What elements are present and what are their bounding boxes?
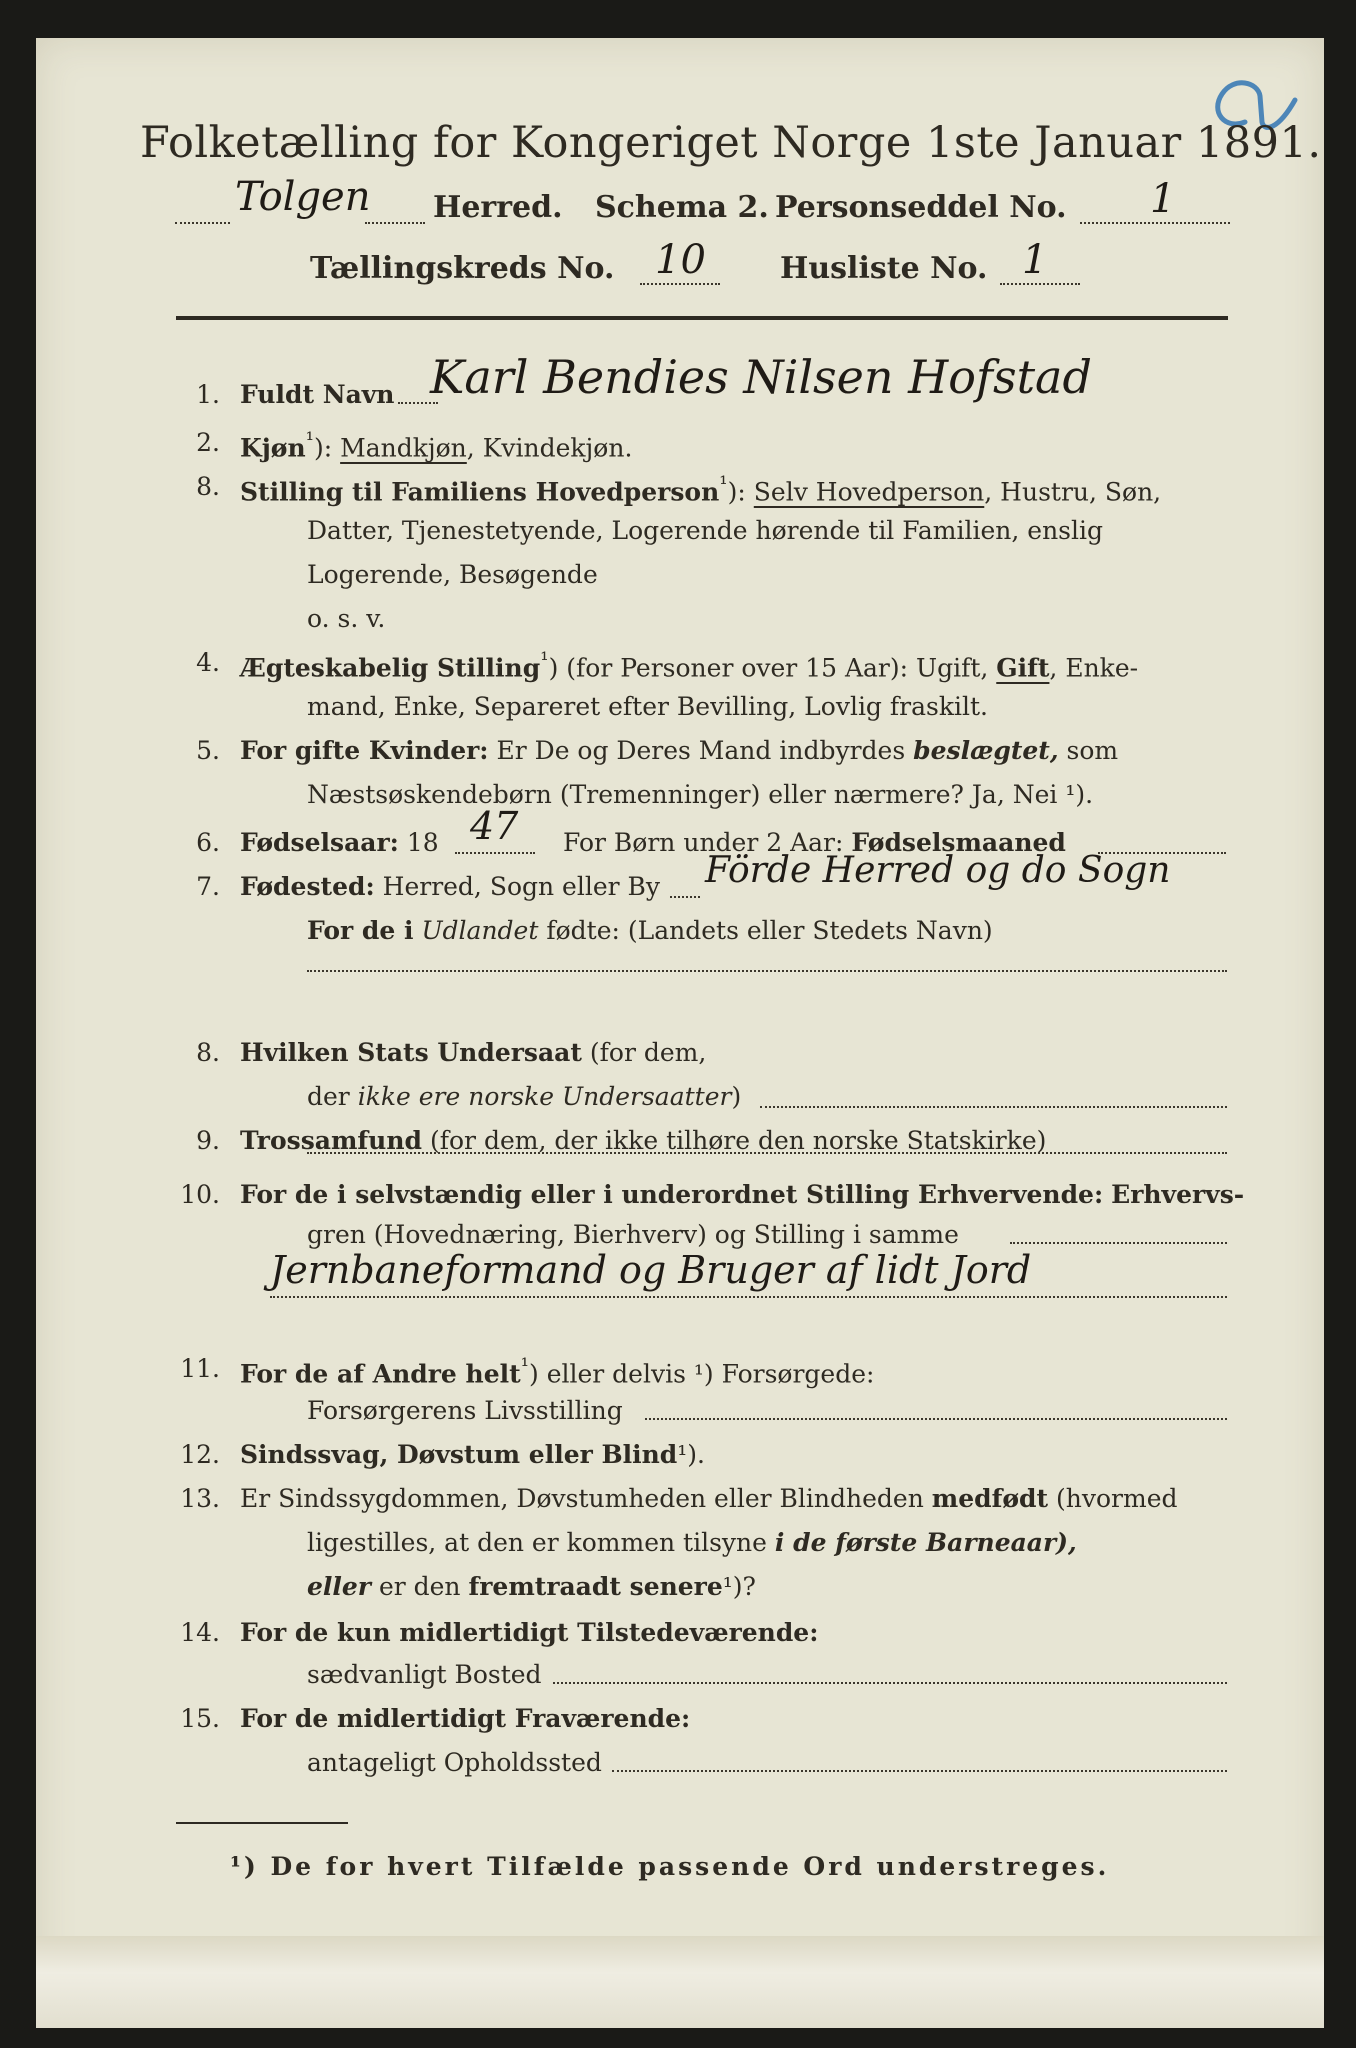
field-12-rest: ¹).: [677, 1440, 706, 1469]
field-13-line2: [307, 1528, 1077, 1557]
field-6-prefix: 18: [406, 828, 439, 857]
field-5-rest2: som: [1066, 736, 1119, 765]
header-rule: [176, 316, 1228, 320]
footnote: ¹) De for hvert Tilfælde passende Ord understreges.: [230, 1852, 1110, 1881]
field-8-line2-c: ): [731, 1082, 742, 1111]
herred-name: Tolgen: [235, 174, 371, 220]
field-3-line1: [240, 472, 1161, 506]
field-2-sup: ¹: [305, 428, 314, 452]
field-7-line2-b: Udlandet: [421, 916, 539, 945]
field-3-sup: ¹: [719, 472, 728, 496]
torn-bottom-edge: [36, 1936, 1324, 2028]
field-13-number: 13.: [180, 1484, 220, 1513]
field-4-label: Ægteskabelig Stilling: [240, 653, 541, 683]
husliste-label: Husliste No.: [780, 251, 988, 286]
field-1-full-name: Karl Bendies Nilsen Hofstad: [430, 350, 1092, 404]
field-3-line3: Logerende, Besøgende: [307, 560, 598, 589]
form-title: Folketælling for Kongeriget Norge 1ste Januar 1891.: [140, 118, 1322, 168]
field-13-label: Er Sindssygdommen, Døvstumheden eller Blindheden: [240, 1484, 924, 1513]
field-8-line1: [240, 1038, 706, 1067]
field-5-number: 5.: [196, 736, 220, 765]
field-10-label: For de i selvstændig eller i underordnet Stilling Erhvervende:: [240, 1180, 1104, 1209]
field-4-sup: ¹: [540, 648, 549, 672]
field-3-line2: Datter, Tjenestetyende, Logerende hørende til Familien, enslig: [307, 516, 1104, 545]
field-3-label: Stilling til Familiens Hovedperson: [240, 477, 720, 507]
field-6-number: 6.: [196, 828, 220, 857]
kreds-label: Tællingskreds No.: [310, 251, 615, 286]
field-10-line1: [240, 1180, 1244, 1209]
field-4-line2: mand, Enke, Separeret efter Bevilling, Lovlig fraskilt.: [307, 692, 988, 721]
field-12-number: 12.: [180, 1440, 220, 1469]
field-10-occupation: Jernbaneformand og Bruger af lidt Jord: [270, 1248, 1032, 1292]
personseddel-label: Personseddel No.: [775, 190, 1067, 225]
field-15-line2: antageligt Opholdssted: [307, 1748, 602, 1777]
field-6-rest-text: For Børn under 2 Aar:: [563, 828, 844, 857]
field-9-rest: (for dem, der ikke tilhøre den norske Statskirke): [429, 1126, 1047, 1155]
field-5-line1: [240, 736, 1118, 765]
herred-line: [175, 174, 1235, 230]
field-7-birthplace: Förde Herred og do Sogn: [705, 850, 1171, 891]
field-6-label: Fødselsaar:: [240, 828, 399, 857]
field-6-line: [240, 828, 439, 857]
field-13-line2-a: ligestilles, at den er kommen tilsyne: [307, 1528, 767, 1557]
field-13-line3-a: eller: [307, 1572, 371, 1601]
field-2-label: Kjøn: [240, 433, 306, 463]
field-11-rest: ) eller delvis ¹) Forsørgede:: [529, 1359, 875, 1389]
field-12-label: Sindssvag, Døvstum eller Blind: [240, 1440, 678, 1469]
field-11-line2: Forsørgerens Livsstilling: [307, 1396, 623, 1425]
field-7-number: 7.: [196, 872, 220, 901]
field-14-number: 14.: [180, 1618, 220, 1647]
field-7-line2-a: For de i: [307, 916, 414, 945]
field-8-label: Hvilken Stats Undersaat: [240, 1038, 582, 1067]
field-3-line4: o. s. v.: [307, 604, 386, 633]
field-2-line: [240, 428, 632, 462]
field-5-rest: Er De og Deres Mand indbyrdes: [496, 736, 906, 765]
field-9-number: 9.: [196, 1126, 220, 1155]
field-4-rest2: , Enke-: [1049, 653, 1139, 683]
field-11-label: For de af Andre helt: [240, 1359, 521, 1389]
field-13-line3-d: ¹)?: [722, 1572, 756, 1601]
field-1-label: Fuldt Navn: [240, 380, 395, 409]
field-3-rest: ):: [727, 477, 746, 507]
schema-label: Schema 2.: [595, 190, 769, 225]
field-14-label: For de kun midlertidigt Tilstedeværende:: [240, 1618, 819, 1647]
field-12-line: [240, 1440, 705, 1469]
field-14-line2: sædvanligt Bosted: [307, 1660, 542, 1689]
field-3-number: 8.: [196, 472, 220, 501]
field-2-number: 2.: [196, 428, 220, 457]
field-4-number: 4.: [196, 648, 220, 677]
field-4-option-selected: Gift: [996, 653, 1050, 683]
field-8-line2-a: der: [307, 1082, 350, 1111]
field-13-line2-b: i de første Barneaar),: [774, 1528, 1077, 1557]
field-5-label: For gifte Kvinder:: [240, 736, 489, 765]
field-13-line3: [307, 1572, 756, 1601]
field-10-rest: Erhvervs-: [1111, 1180, 1245, 1209]
field-11-number: 11.: [180, 1354, 220, 1383]
field-2-option-other: , Kvindekjøn.: [466, 433, 633, 463]
field-13-line3-b: er den: [378, 1572, 461, 1601]
field-8-line2-b: ikke ere norske Undersaatter: [357, 1082, 732, 1111]
field-13-rest: (hvormed: [1056, 1484, 1178, 1513]
field-7-line2: [307, 916, 993, 945]
field-3-option-selected: Selv Hovedperson: [753, 477, 985, 507]
field-6-rest-bold: Fødselsmaaned: [851, 828, 1066, 857]
husliste-number: 1: [1022, 237, 1048, 283]
field-8-line2: [307, 1082, 741, 1111]
field-5-italic: beslægtet,: [913, 736, 1059, 765]
field-2-option-selected: Mandkjøn: [340, 433, 467, 463]
field-2-rest: ):: [313, 433, 333, 463]
field-1-number: 1.: [196, 380, 220, 409]
field-8-number: 8.: [196, 1038, 220, 1067]
kreds-number: 10: [655, 237, 706, 283]
herred-label: Herred.: [433, 190, 563, 225]
field-7-label: Fødested:: [240, 872, 375, 901]
field-5-line2: Næstsøskendebørn (Tremenninger) eller nærmere? Ja, Nei ¹).: [307, 780, 1094, 809]
field-15-label: For de midlertidigt Fraværende:: [240, 1704, 691, 1733]
field-9-line: [240, 1126, 1046, 1155]
field-4-rest: ) (for Personer over 15 Aar): Ugift,: [548, 653, 989, 683]
field-4-line1: [240, 648, 1138, 682]
field-3-options: , Hustru, Søn,: [984, 477, 1162, 507]
field-6-birth-year: 47: [470, 804, 519, 848]
field-10-line2: gren (Hovednæring, Bierhverv) og Stilling i samme: [307, 1220, 959, 1249]
field-15-number: 15.: [180, 1704, 220, 1733]
field-10-number: 10.: [180, 1180, 220, 1209]
field-11-sup: ¹: [520, 1354, 529, 1378]
field-7-rest: Herred, Sogn eller By: [382, 872, 661, 901]
field-13-line1: [240, 1484, 1178, 1513]
field-7-line1: [240, 872, 660, 901]
field-13-line3-c: fremtraadt senere: [468, 1572, 723, 1601]
kreds-line: [310, 237, 1110, 295]
field-9-label: Trossamfund: [240, 1126, 423, 1155]
field-11-line1: [240, 1354, 874, 1388]
footnote-rule: [176, 1822, 348, 1824]
field-13-bold: medfødt: [931, 1484, 1049, 1513]
field-8-rest: (for dem,: [589, 1038, 707, 1067]
field-7-line2-c: fødte: (Landets eller Stedets Navn): [546, 916, 993, 945]
personseddel-number: 1: [1150, 176, 1176, 222]
